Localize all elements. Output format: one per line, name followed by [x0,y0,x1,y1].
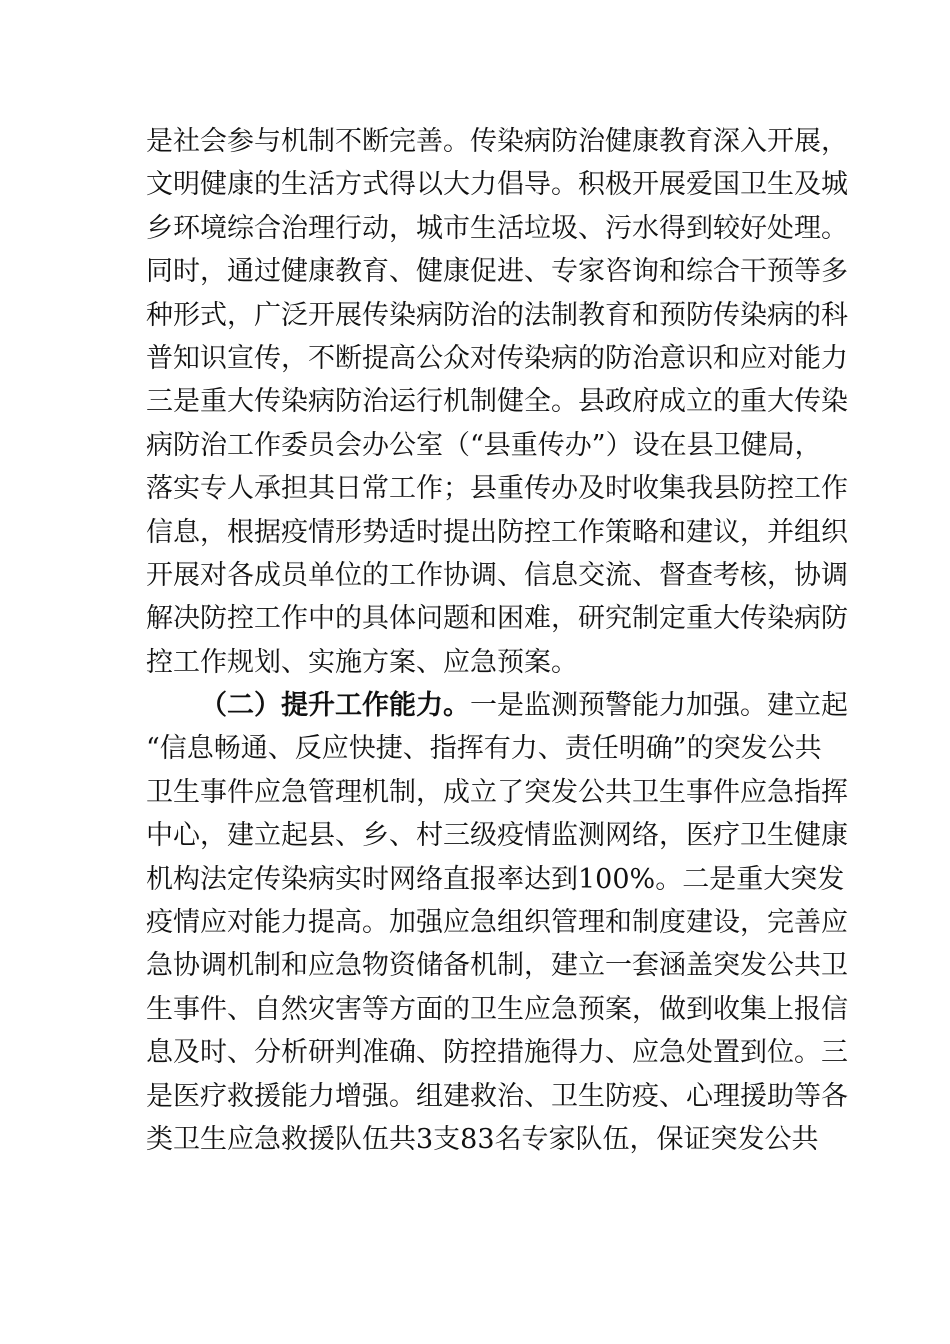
text-line: 生事件、自然灾害等方面的卫生应急预案，做到收集上报信 [146,993,848,1025]
text-line: 乡环境综合治理行动，城市生活垃圾、污水得到较好处理。 [146,212,848,244]
text-line: 息及时、分析研判准确、防控措施得力、应急处置到位。三 [146,1037,848,1069]
text-line: 是医疗救援能力增强。组建救治、卫生防疫、心理援助等各 [146,1080,848,1112]
text-line: “信息畅通、反应快捷、指挥有力、责任明确”的突发公共 [146,733,822,765]
text-line: 文明健康的生活方式得以大力倡导。积极开展爱国卫生及城 [146,169,848,201]
text-line: 病防治工作委员会办公室（“县重传办”）设在县卫健局， [146,429,822,461]
section-heading: （二）提升工作能力。 [200,690,470,722]
text-line: 落实专人承担其日常工作；县重传办及时收集我县防控工作 [146,473,848,505]
text-line: 普知识宣传，不断提高公众对传染病的防治意识和应对能力 [146,342,848,374]
text-line: 三是重大传染病防治运行机制健全。县政府成立的重大传染 [146,386,848,418]
text-line: 中心，建立起县、乡、村三级疫情监测网络，医疗卫生健康 [146,820,848,852]
text-line-with-heading [146,684,848,727]
document-body [146,120,848,1161]
text-line: 解决防控工作中的具体问题和困难，研究制定重大传染病防 [146,603,848,635]
text-line: 卫生事件应急管理机制，成立了突发公共卫生事件应急指挥 [146,776,848,808]
text-fragment: 一是监测预警能力加强。建立起 [470,690,848,722]
text-line: 信息，根据疫情形势适时提出防控工作策略和建议，并组织 [146,516,848,548]
text-line: 开展对各成员单位的工作协调、信息交流、督查考核，协调 [146,559,848,591]
text-line: 疫情应对能力提高。加强应急组织管理和制度建设，完善应 [146,907,848,939]
text-line: 机构法定传染病实时网络直报率达到100%。二是重大突发 [146,863,845,895]
paragraph-social-participation [146,120,848,684]
paragraph-work-capacity [146,684,848,1161]
text-line: 急协调机制和应急物资储备机制，建立一套涵盖突发公共卫 [146,950,848,982]
text-line: 控工作规划、实施方案、应急预案。 [146,646,578,678]
text-line: 类卫生应急救援队伍共3支83名专家队伍，保证突发公共 [146,1123,819,1155]
text-line: 同时，通过健康教育、健康促进、专家咨询和综合干预等多 [146,256,848,288]
text-line: 是社会参与机制不断完善。传染病防治健康教育深入开展， [146,126,848,157]
text-line: 种形式，广泛开展传染病防治的法制教育和预防传染病的科 [146,299,848,331]
